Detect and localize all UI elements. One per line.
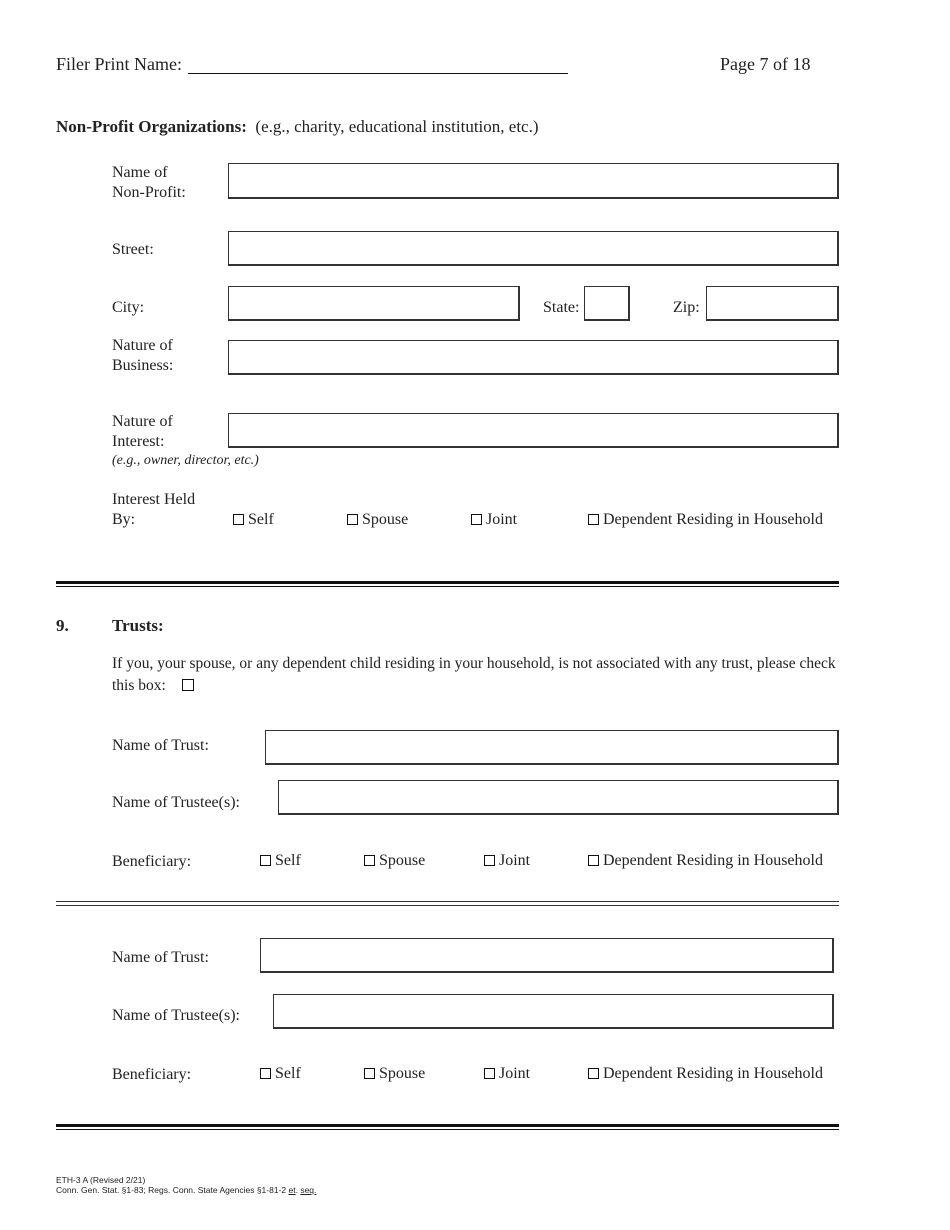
checkbox-icon xyxy=(347,514,358,525)
beneficiary-joint-checkbox[interactable]: Joint xyxy=(484,1065,530,1083)
trust-name-label: Name of Trust: xyxy=(112,737,209,754)
nonprofit-name-label: Name of Non-Profit: xyxy=(112,164,186,201)
nature-of-interest-field[interactable] xyxy=(228,413,839,448)
checkbox-icon xyxy=(364,1068,375,1079)
state-field[interactable] xyxy=(584,286,630,321)
beneficiary-label: Beneficiary: xyxy=(112,853,192,870)
filer-print-name-line[interactable] xyxy=(188,73,568,74)
page-indicator: Page 7 of 18 xyxy=(720,54,811,74)
street-label: Street: xyxy=(112,241,154,258)
nonprofit-name-field[interactable] xyxy=(228,163,839,199)
checkbox-icon xyxy=(588,855,599,866)
nature-of-interest-hint: (e.g., owner, director, etc.) xyxy=(112,453,259,468)
checkbox-icon xyxy=(233,514,244,525)
trustee-name-field[interactable] xyxy=(278,780,839,815)
section-divider xyxy=(56,581,839,587)
interest-held-self-checkbox[interactable]: Self xyxy=(233,511,274,529)
trusts-instruction-line-2: this box: xyxy=(112,677,198,695)
beneficiary-dependent-checkbox[interactable]: Dependent Residing in Household xyxy=(588,852,823,870)
filer-print-name-label: Filer Print Name: xyxy=(56,54,182,74)
beneficiary-self-checkbox[interactable]: Self xyxy=(260,852,301,870)
checkbox-icon xyxy=(484,1068,495,1079)
trustee-name-field[interactable] xyxy=(273,994,834,1029)
state-label: State: xyxy=(543,299,580,316)
city-label: City: xyxy=(112,299,145,316)
beneficiary-dependent-checkbox[interactable]: Dependent Residing in Household xyxy=(588,1065,823,1083)
interest-held-by-label: Interest Held By: xyxy=(112,491,196,528)
city-field[interactable] xyxy=(228,286,520,321)
checkbox-icon xyxy=(484,855,495,866)
trust-name-field[interactable] xyxy=(265,730,839,765)
statute-citation: Conn. Gen. Stat. §1-83; Regs. Conn. State Agencies §1-81-2 et. seq. xyxy=(56,1185,317,1195)
zip-field[interactable] xyxy=(706,286,839,321)
nonprofit-subheading: (e.g., charity, educational institution, etc.) xyxy=(255,117,539,136)
trust-name-label: Name of Trust: xyxy=(112,949,209,966)
beneficiary-joint-checkbox[interactable]: Joint xyxy=(484,852,530,870)
checkbox-icon xyxy=(260,1068,271,1079)
beneficiary-self-checkbox[interactable]: Self xyxy=(260,1065,301,1083)
checkbox-icon xyxy=(588,1068,599,1079)
checkbox-icon xyxy=(364,855,375,866)
interest-held-joint-checkbox[interactable]: Joint xyxy=(471,511,517,529)
checkbox-icon xyxy=(588,514,599,525)
no-trust-checkbox[interactable] xyxy=(182,679,194,691)
beneficiary-label: Beneficiary: xyxy=(112,1066,192,1083)
trusts-heading: Trusts: xyxy=(112,616,164,635)
interest-held-spouse-checkbox[interactable]: Spouse xyxy=(347,511,408,529)
nature-of-interest-label: Nature of Interest: xyxy=(112,413,173,450)
nature-of-business-field[interactable] xyxy=(228,340,839,375)
nonprofit-heading: Non-Profit Organizations: xyxy=(56,117,247,136)
trusts-instruction-line-1: If you, your spouse, or any dependent child residing in your household, is not associated with any trust, please check xyxy=(112,655,836,672)
trustee-name-label: Name of Trustee(s): xyxy=(112,1007,240,1024)
zip-label: Zip: xyxy=(673,299,700,316)
beneficiary-spouse-checkbox[interactable]: Spouse xyxy=(364,1065,425,1083)
trust-entry-divider xyxy=(56,901,839,906)
trust-name-field[interactable] xyxy=(260,938,834,973)
interest-held-dependent-checkbox[interactable]: Dependent Residing in Household xyxy=(588,511,823,529)
street-field[interactable] xyxy=(228,231,839,266)
checkbox-icon xyxy=(260,855,271,866)
section-number: 9. xyxy=(56,616,69,635)
beneficiary-spouse-checkbox[interactable]: Spouse xyxy=(364,852,425,870)
form-id: ETH-3 A (Revised 2/21) xyxy=(56,1175,146,1185)
trustee-name-label: Name of Trustee(s): xyxy=(112,794,240,811)
section-divider xyxy=(56,1124,839,1130)
nature-of-business-label: Nature of Business: xyxy=(112,337,174,374)
nonprofit-heading-line xyxy=(56,117,539,137)
checkbox-icon xyxy=(471,514,482,525)
